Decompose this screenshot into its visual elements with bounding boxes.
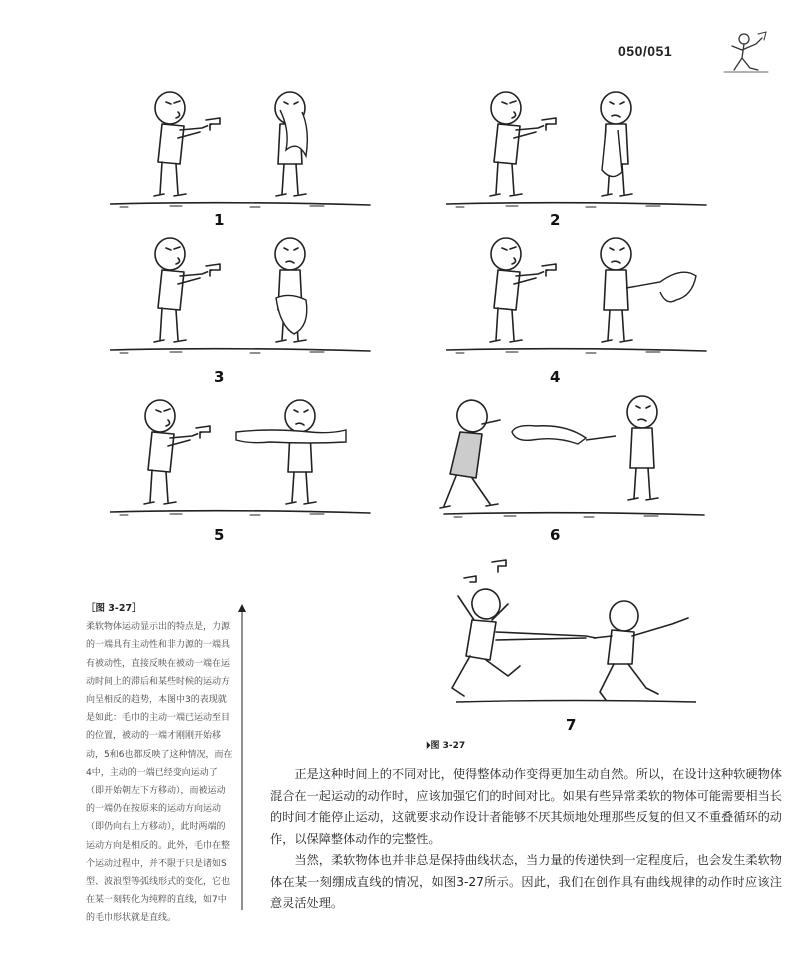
animation-frame-1 bbox=[110, 90, 372, 212]
sidebar-text: 柔软物体运动显示出的特点是，力源的一端具有主动性和非力源的一端具有被动性，直接反映在被动一端在运动时间上的滞后和某些时候的运动方向呈相反的趋势，本图中3的表现就是如此：毛巾的主动一端已运动至目的位置，被动的一端才刚刚开始移动，5和6也都反映了这种情况，而在4中，主动的一端已经变向运动了（即开始朝左下方移动），而被运动的一端仍在按原来的运动方向运动（即仍向右上方移动），此时两端的运动方向是相反的。此外，毛巾在整个运动过程中，并不限于只是诸如S型、波浪型等弧线形式的变化，它也在某一刻转化为纯粹的直线，如7中的毛巾形状就是直线。 bbox=[86, 622, 233, 924]
animation-frame-3 bbox=[110, 236, 372, 358]
body-text bbox=[270, 764, 782, 915]
page-number: 050/051 bbox=[618, 43, 673, 59]
frame-label-1: 1 bbox=[214, 211, 225, 229]
figure-caption: ⏵图 3-27 bbox=[426, 741, 466, 751]
frame-label-7: 7 bbox=[566, 716, 577, 734]
frame-label-4: 4 bbox=[550, 368, 561, 386]
sidebar-title: ［图 3-27］ bbox=[86, 603, 142, 614]
body-paragraph-2: 当然，柔软物体也并非总是保持曲线状态，当力量的传递快到一定程度后，也会发生柔软物体在某一刻绷成直线的情况，如图3-27所示。因此，我们在创作具有曲线规律的动作时应该注意灵活处理。 bbox=[270, 853, 782, 910]
animation-frame-7 bbox=[436, 556, 716, 712]
triangle-arrow-icon: ⏵ bbox=[426, 741, 431, 751]
animation-frame-4 bbox=[446, 236, 708, 358]
body-paragraph-1: 正是这种时间上的不同对比，使得整体动作变得更加生动自然。所以，在设计这种软硬物体混合在一起运动的动作时，应该加强它们的时间对比。如果有些异常柔软的物体可能需要相当长的时间才能停止运动，这就要求动作设计者能够不厌其烦地处理那些反复的但又不重叠循环的动作，以保障整体动作的完整性。 bbox=[270, 767, 782, 846]
sidebar-note bbox=[86, 600, 234, 928]
frame-label-6: 6 bbox=[550, 526, 561, 544]
running-figure-sketch-icon bbox=[718, 30, 770, 74]
frame-label-2: 2 bbox=[550, 211, 561, 229]
animation-frame-6 bbox=[436, 394, 716, 520]
animation-frame-2 bbox=[446, 90, 708, 212]
animation-frame-5 bbox=[110, 398, 372, 520]
frame-label-3: 3 bbox=[214, 368, 225, 386]
frame-label-5: 5 bbox=[214, 526, 225, 544]
up-arrow-icon bbox=[238, 602, 246, 910]
